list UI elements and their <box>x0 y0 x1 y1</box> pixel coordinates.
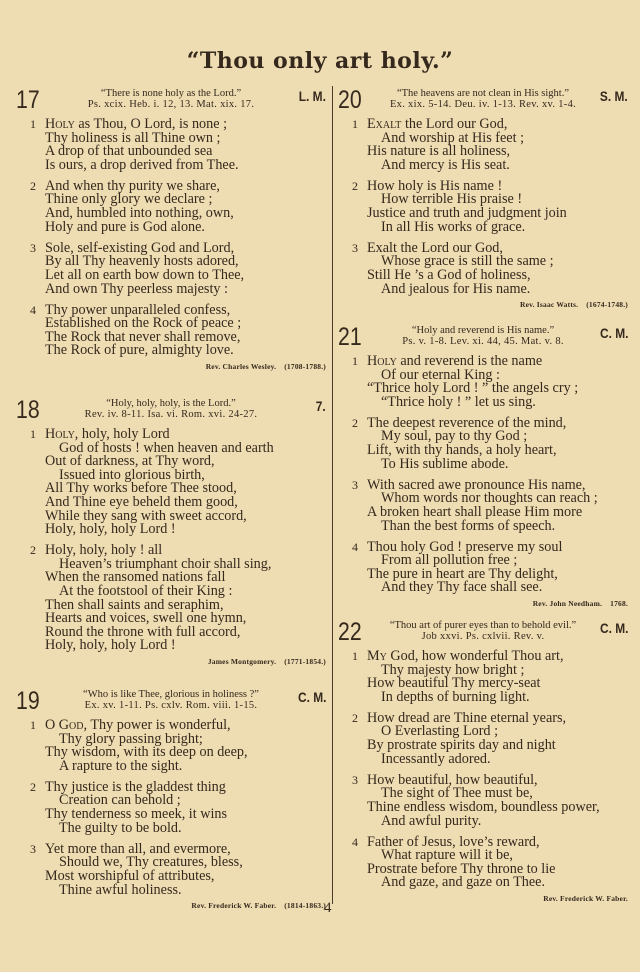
verse-line-text: A rapture to the sight. <box>59 757 183 774</box>
hymn-number: 21 <box>338 323 362 351</box>
verse-line-text: Whose grace is still the same ; <box>381 253 554 270</box>
verse-line-text: Thy tenderness so meek, it wins <box>45 806 228 823</box>
verse-line-text: Most worshipful of attributes, <box>45 867 215 884</box>
verse-line <box>367 156 628 173</box>
verse-number: 3 <box>352 477 358 492</box>
verse <box>338 118 628 172</box>
hymn-21 <box>338 325 628 608</box>
verse-number: 1 <box>352 117 358 131</box>
verse-line-text: Holy and pure is God alone. <box>45 218 205 235</box>
verse <box>338 476 628 534</box>
verse-line-text: Holy, holy, holy ! all <box>45 542 163 559</box>
verse-line-text: Thy justice is the gladdest thing <box>45 778 226 795</box>
verse <box>338 833 628 891</box>
verse-line-text: Should we, Thy creatures, bless, <box>59 854 243 871</box>
verse-line-text: Yet more than all, and evermore, <box>45 840 231 857</box>
verse-line-text: Thy glory passing bright; <box>59 730 203 747</box>
verse-line <box>367 812 628 829</box>
author-name: Rev. Isaac Watts. <box>519 299 579 309</box>
hymn-number: 17 <box>16 86 40 114</box>
hymn-header <box>338 620 628 650</box>
verse <box>338 355 628 409</box>
verse-line-text: Issued into glorious birth, <box>59 466 205 483</box>
verse-line-text: God of hosts ! when heaven and earth <box>59 439 274 456</box>
verse-line-text: Is ours, a drop derived from Thee. <box>45 156 239 173</box>
verse-number: 4 <box>352 539 358 554</box>
verse-line <box>45 757 326 774</box>
verse-line-text: , Thy power is wonderful, <box>83 717 231 733</box>
verse-number: 2 <box>30 178 36 193</box>
verse-line-text: And mercy is His seat. <box>381 156 510 173</box>
verse-line-text: Thine awful holiness. <box>59 881 182 898</box>
verse <box>16 239 326 297</box>
hymn-scripture-references: Job xxvi. Ps. cxlvii. Rev. v. <box>421 631 545 642</box>
verse-line-text: What rapture will it be, <box>381 847 513 864</box>
verse-lead-word: Holy <box>45 116 75 132</box>
verse-lead-word: Holy <box>367 353 397 369</box>
verse-number: 4 <box>30 302 36 317</box>
author-name: Rev. Charles Wesley. <box>205 361 277 371</box>
author-years: 1768. <box>610 598 628 608</box>
verse-line <box>367 750 628 767</box>
verse-line-text: Out of darkness, at Thy word, <box>45 453 215 470</box>
verse-line-text: Lift, with thy hands, a holy heart, <box>367 442 557 459</box>
hymn-scripture-quote: “Holy and reverend is His name.” <box>411 325 555 336</box>
hymn-scripture-quote: “There is none holy as the Lord.” <box>100 88 242 99</box>
page-title: “Thou only art holy.” <box>186 48 454 74</box>
hymn-header <box>338 325 628 355</box>
hymn-meter: 7. <box>316 398 326 414</box>
verse-number: 1 <box>352 354 358 368</box>
author-years: (1771-1854.) <box>284 656 326 666</box>
hymn-attribution <box>338 894 628 903</box>
verse-line-text: The guilty to be bold. <box>59 819 182 836</box>
author-name: Rev. Frederick W. Faber. <box>191 900 277 910</box>
verse-line-text: When the ransomed nations fall <box>45 569 226 586</box>
verse-line-text: Creation can behold ; <box>59 792 181 809</box>
hymn-meter: C. M. <box>599 325 628 341</box>
verse-number: 2 <box>352 710 358 725</box>
author-years: (1708-1788.) <box>284 361 326 371</box>
verse-number: 2 <box>30 779 36 794</box>
verse-number: 1 <box>30 117 36 131</box>
verse-line-text: And gaze, and gaze on Thee. <box>381 874 546 891</box>
hymn-header <box>16 398 326 428</box>
verse-line-text: Exalt the Lord our God, <box>367 239 503 256</box>
verse-number: 1 <box>352 649 358 663</box>
hymn-scripture-quote: “Thou art of purer eyes than to behold evil.” <box>389 620 577 631</box>
verse-line-text: “Thrice holy Lord ! ” the angels cry ; <box>367 380 579 397</box>
hymn-number: 22 <box>338 618 362 646</box>
verse-line-text: Of our eternal King : <box>381 366 500 383</box>
verse-line-text: The Rock that never shall remove, <box>45 328 241 345</box>
verse-number: 2 <box>352 178 358 193</box>
verse <box>16 719 326 773</box>
hymn-scripture-quote: “Holy, holy, holy, is the Lord.” <box>106 398 236 409</box>
author-name: James Montgomery. <box>207 656 277 666</box>
verse-line-text: , holy, holy Lord <box>74 426 170 442</box>
verse-line-text: And when thy purity we share, <box>45 177 220 194</box>
verse-number: 3 <box>30 240 36 255</box>
hymn-scripture-references: Ex. xix. 5-14. Deu. iv. 1-13. Rev. xv. 1-4. <box>389 99 577 110</box>
verse-line-text: Established on the Rock of peace ; <box>45 315 242 332</box>
hymn-meter: C. M. <box>599 620 628 636</box>
verse-line-text: In depths of burning light. <box>381 688 530 705</box>
verse-line-text: The Rock of pure, almighty love. <box>45 342 234 359</box>
verse-line-text: as Thou, O Lord, is none ; <box>74 116 228 132</box>
hymn-header <box>16 689 326 719</box>
verse-line <box>45 156 326 173</box>
verse-line-text: Thy power unparalleled confess, <box>45 301 231 318</box>
verse-line-text: Still He ’s a God of holiness, <box>367 266 531 283</box>
hymn-header <box>16 88 326 118</box>
verse-line-text: Prostrate before Thy throne to lie <box>367 860 556 877</box>
verse <box>16 177 326 235</box>
verse-line <box>367 393 628 410</box>
verse <box>338 650 628 704</box>
verse-line-text: A broken heart shall please Him more <box>367 503 583 520</box>
verse-line-text: All Thy works before Thee stood, <box>45 480 237 497</box>
verse-line-text: Then shall saints and seraphim, <box>45 596 224 613</box>
verse <box>16 840 326 898</box>
verse <box>338 771 628 829</box>
verse-line-text: The deepest reverence of the mind, <box>367 414 567 431</box>
verse-line-text: To His sublime abode. <box>381 455 509 472</box>
verse-line <box>367 280 628 297</box>
verse <box>338 414 628 472</box>
verse <box>16 778 326 836</box>
verse-line-text: Heaven’s triumphant choir shall sing, <box>59 555 272 572</box>
verse <box>16 428 326 537</box>
verse-line-text: And they Thy face shall see. <box>381 579 543 596</box>
verse-line-text: Thy majesty how bright ; <box>381 661 525 678</box>
verse-line <box>45 344 326 358</box>
verse-number: 1 <box>30 718 36 732</box>
verse-line-text: By prostrate spirits day and night <box>367 737 556 754</box>
verse-line <box>367 876 628 890</box>
verse-line-text: Justice and truth and judgment join <box>367 205 567 222</box>
column-divider <box>332 86 333 904</box>
verse-lead-word: Holy <box>45 426 75 442</box>
hymn-20 <box>338 88 628 309</box>
verse-line <box>367 517 628 534</box>
verse-line-text: Thine endless wisdom, boundless power, <box>367 798 600 815</box>
hymn-attribution <box>16 657 326 666</box>
verse-lead-word: O God <box>45 717 84 733</box>
verse-number: 1 <box>30 427 36 441</box>
verse-line-text: Whom words nor thoughts can reach ; <box>381 490 598 507</box>
verse-line-text: And jealous for His name. <box>381 280 531 297</box>
verse-line-text: Than the best forms of speech. <box>381 517 556 534</box>
hymn-scripture-references: Ps. xcix. Heb. i. 12, 13. Mat. xix. 17. <box>87 99 255 110</box>
verse-number: 2 <box>352 415 358 430</box>
hymn-19 <box>16 689 326 910</box>
verse-line-text: and reverend is the name <box>396 353 543 369</box>
verse-line <box>45 639 326 653</box>
verse-line-text: How dread are Thine eternal years, <box>367 709 567 726</box>
verse-line <box>45 523 326 537</box>
verse-line-text: the Lord our God, <box>401 116 508 132</box>
hymn-scripture-quote: “The heavens are not clean in His sight.” <box>396 88 570 99</box>
verse-line-text: At the footstool of their King : <box>59 583 233 600</box>
verse-line-text: His nature is all holiness, <box>367 143 511 160</box>
verse-line-text: By all Thy heavenly hosts adored, <box>45 253 239 270</box>
verse-number: 3 <box>352 772 358 787</box>
verse-line <box>45 881 326 898</box>
verse-line-text: And, humbled into nothing, own, <box>45 205 234 222</box>
verse-line-text: How beautiful, how beautiful, <box>367 771 538 788</box>
hymn-number: 19 <box>16 687 40 715</box>
verse-line-text: God, how wonderful Thou art, <box>386 648 564 664</box>
author-name: Rev. Frederick W. Faber. <box>543 893 628 903</box>
verse-line-text: From all pollution free ; <box>381 552 518 569</box>
author-years: (1674-1748.) <box>586 299 628 309</box>
verse-line-text: How beautiful Thy mercy-seat <box>367 675 541 692</box>
verse-line-text: And Thine eye beheld them good, <box>45 493 238 510</box>
hymn-scripture-references: Ex. xv. 1-11. Ps. cxlv. Rom. viii. 1-15. <box>84 700 258 711</box>
verse-lead-word: My <box>367 648 387 664</box>
verse <box>338 709 628 767</box>
verse-line-text: A drop of that unbounded sea <box>45 143 213 160</box>
verse <box>338 538 628 596</box>
hymn-attribution <box>16 901 326 910</box>
verse-line-text: O Everlasting Lord ; <box>381 723 499 740</box>
verse-line-text: Hearts and voices, swell one hymn, <box>45 610 247 627</box>
verse-line-text: Thy wisdom, with its deep on deep, <box>45 744 248 761</box>
verse-line-text: Let all on earth bow down to Thee, <box>45 266 245 283</box>
verse-line-text: How terrible His praise ! <box>381 191 523 208</box>
verse <box>338 239 628 297</box>
hymn-18 <box>16 398 326 666</box>
verse-line-text: And worship at His feet ; <box>381 129 525 146</box>
hymn-meter: L. M. <box>298 88 326 104</box>
page-number: 4 <box>324 900 332 916</box>
verse-lead-word: Exalt <box>367 116 402 132</box>
verse-line-text: In all His works of grace. <box>381 218 526 235</box>
hymn-meter: C. M. <box>297 689 326 705</box>
hymn-scripture-quote: “Who is like Thee, glorious in holiness ?” <box>83 689 259 700</box>
verse-line <box>367 688 628 705</box>
author-name: Rev. John Needham. <box>532 598 603 608</box>
hymn-22 <box>338 620 628 903</box>
author-years: (1814-1863.) <box>284 900 326 910</box>
verse-number: 3 <box>30 841 36 856</box>
verse-line-text: Holy, holy, holy Lord ! <box>45 637 176 654</box>
verse <box>16 544 326 653</box>
hymn-scripture-references: Rev. iv. 8-11. Isa. vi. Rom. xvi. 24-27. <box>84 409 258 420</box>
verse-line-text: Thine only glory we declare ; <box>45 191 213 208</box>
verse-line-text: Round the throne with full accord, <box>45 623 241 640</box>
verse-line <box>45 819 326 836</box>
hymn-scripture-references: Ps. v. 1-8. Lev. xi. 44, 45. Mat. v. 8. <box>402 336 564 347</box>
verse-line-text: Father of Jesus, love’s reward, <box>367 833 540 850</box>
verse-line-text: Holy, holy, holy Lord ! <box>45 521 176 538</box>
verse-number: 2 <box>30 543 36 558</box>
verse-line-text: Incessantly adored. <box>381 750 491 767</box>
hymn-header <box>338 88 628 118</box>
verse-line-text: With sacred awe pronounce His name, <box>367 476 586 493</box>
verse-line-text: My soul, pay to thy God ; <box>381 428 528 445</box>
hymn-attribution <box>338 599 628 608</box>
verse-line <box>45 218 326 235</box>
verse-line-text: The pure in heart are Thy delight, <box>367 565 558 582</box>
verse-line-text: How holy is His name ! <box>367 177 503 194</box>
verse-line <box>367 455 628 472</box>
verse-line-text: “Thrice holy ! ” let us sing. <box>381 393 536 410</box>
verse-line-text: And own Thy peerless majesty : <box>45 280 228 297</box>
verse <box>338 177 628 235</box>
verse-line <box>367 581 628 595</box>
hymn-attribution <box>338 300 628 309</box>
verse-number: 4 <box>352 834 358 849</box>
hymn-number: 20 <box>338 86 362 114</box>
hymn-number: 18 <box>16 396 40 424</box>
verse-line-text: Thy holiness is all Thine own ; <box>45 129 221 146</box>
verse-line-text: Thou holy God ! preserve my soul <box>367 538 563 555</box>
verse-line-text: Sole, self-existing God and Lord, <box>45 239 235 256</box>
hymn-17 <box>16 88 326 371</box>
verse-line-text: And awful purity. <box>381 812 482 829</box>
verse-line <box>45 280 326 297</box>
verse <box>16 118 326 172</box>
verse <box>16 301 326 359</box>
hymn-meter: S. M. <box>600 88 628 104</box>
hymn-attribution <box>16 362 326 371</box>
verse-line <box>367 218 628 235</box>
verse-number: 3 <box>352 240 358 255</box>
verse-line-text: While they sang with sweet accord, <box>45 507 247 524</box>
verse-line-text: The sight of Thee must be, <box>381 785 533 802</box>
